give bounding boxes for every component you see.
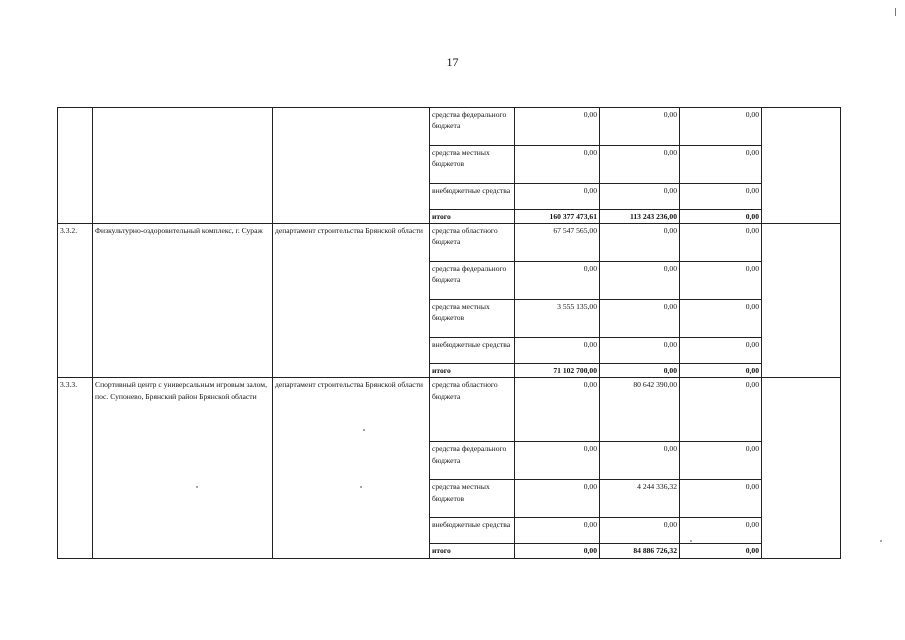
value-cell: 0,00 [600, 300, 680, 338]
funding-source: средства федерального бюджета [430, 108, 515, 146]
value-cell: 0,00 [600, 262, 680, 300]
scan-edge-mark [895, 8, 896, 16]
item-number: 3.3.3. [58, 378, 93, 558]
total-label: итого [430, 210, 515, 224]
scan-speck [363, 429, 365, 431]
scan-speck [690, 540, 692, 542]
value-cell: 0,00 [515, 442, 600, 480]
value-cell: 0,00 [680, 442, 762, 480]
value-cell: 0,00 [515, 146, 600, 184]
item-number: 3.3.2. [58, 224, 93, 378]
table-row [58, 108, 841, 146]
scan-speck [360, 486, 362, 488]
item-name: Спортивный центр с универсальным игровым залом, пос. Супонево, Брянский район Брянской области [93, 378, 273, 558]
item-number [58, 108, 93, 224]
empty-column [762, 378, 841, 558]
value-cell: 0,00 [515, 262, 600, 300]
table-row [58, 224, 841, 262]
funding-source: средства областного бюджета [430, 224, 515, 262]
funding-source: внебюджетные средства [430, 518, 515, 544]
empty-column [762, 224, 841, 378]
value-cell: 0,00 [680, 338, 762, 364]
value-cell: 0,00 [515, 108, 600, 146]
funding-source: внебюджетные средства [430, 338, 515, 364]
page-number: 17 [446, 55, 459, 69]
value-cell: 0,00 [680, 146, 762, 184]
table-row [58, 378, 841, 442]
item-name: Физкультурно-оздоровительный комплекс, г. Сураж [93, 224, 273, 378]
total-value: 0,00 [680, 544, 762, 558]
funding-source: средства федерального бюджета [430, 262, 515, 300]
value-cell: 0,00 [680, 224, 762, 262]
value-cell: 0,00 [600, 338, 680, 364]
value-cell: 0,00 [680, 108, 762, 146]
value-cell: 0,00 [515, 518, 600, 544]
value-cell: 0,00 [680, 262, 762, 300]
total-label: итого [430, 364, 515, 378]
total-value: 160 377 473,61 [515, 210, 600, 224]
value-cell: 0,00 [680, 518, 762, 544]
scan-speck [880, 540, 882, 542]
funding-source: средства местных бюджетов [430, 300, 515, 338]
funding-source: средства федерального бюджета [430, 442, 515, 480]
total-value: 0,00 [515, 544, 600, 558]
budget-table [57, 107, 841, 559]
value-cell: 80 642 390,00 [600, 378, 680, 442]
total-value: 71 102 700,00 [515, 364, 600, 378]
funding-source: средства местных бюджетов [430, 146, 515, 184]
item-department: департамент строительства Брянской области [273, 378, 430, 558]
value-cell: 0,00 [680, 378, 762, 442]
value-cell: 0,00 [680, 480, 762, 518]
total-value: 0,00 [680, 210, 762, 224]
total-value: 0,00 [600, 364, 680, 378]
value-cell: 0,00 [600, 518, 680, 544]
value-cell: 0,00 [515, 338, 600, 364]
item-department: департамент строительства Брянской области [273, 224, 430, 378]
item-department [273, 108, 430, 224]
value-cell: 0,00 [600, 146, 680, 184]
value-cell: 0,00 [680, 300, 762, 338]
total-value: 84 886 726,32 [600, 544, 680, 558]
value-cell: 3 555 135,00 [515, 300, 600, 338]
value-cell: 0,00 [680, 184, 762, 210]
value-cell: 0,00 [600, 224, 680, 262]
value-cell: 0,00 [515, 184, 600, 210]
empty-column [762, 108, 841, 224]
item-name [93, 108, 273, 224]
funding-source: средства областного бюджета [430, 378, 515, 442]
value-cell: 0,00 [515, 480, 600, 518]
funding-source: средства местных бюджетов [430, 480, 515, 518]
total-label: итого [430, 544, 515, 558]
value-cell: 0,00 [600, 184, 680, 210]
value-cell: 4 244 336,32 [600, 480, 680, 518]
total-value: 113 243 236,00 [600, 210, 680, 224]
total-value: 0,00 [680, 364, 762, 378]
scan-speck [196, 486, 198, 488]
value-cell: 67 547 565,00 [515, 224, 600, 262]
value-cell: 0,00 [600, 442, 680, 480]
value-cell: 0,00 [515, 378, 600, 442]
value-cell: 0,00 [600, 108, 680, 146]
funding-source: внебюджетные средства [430, 184, 515, 210]
